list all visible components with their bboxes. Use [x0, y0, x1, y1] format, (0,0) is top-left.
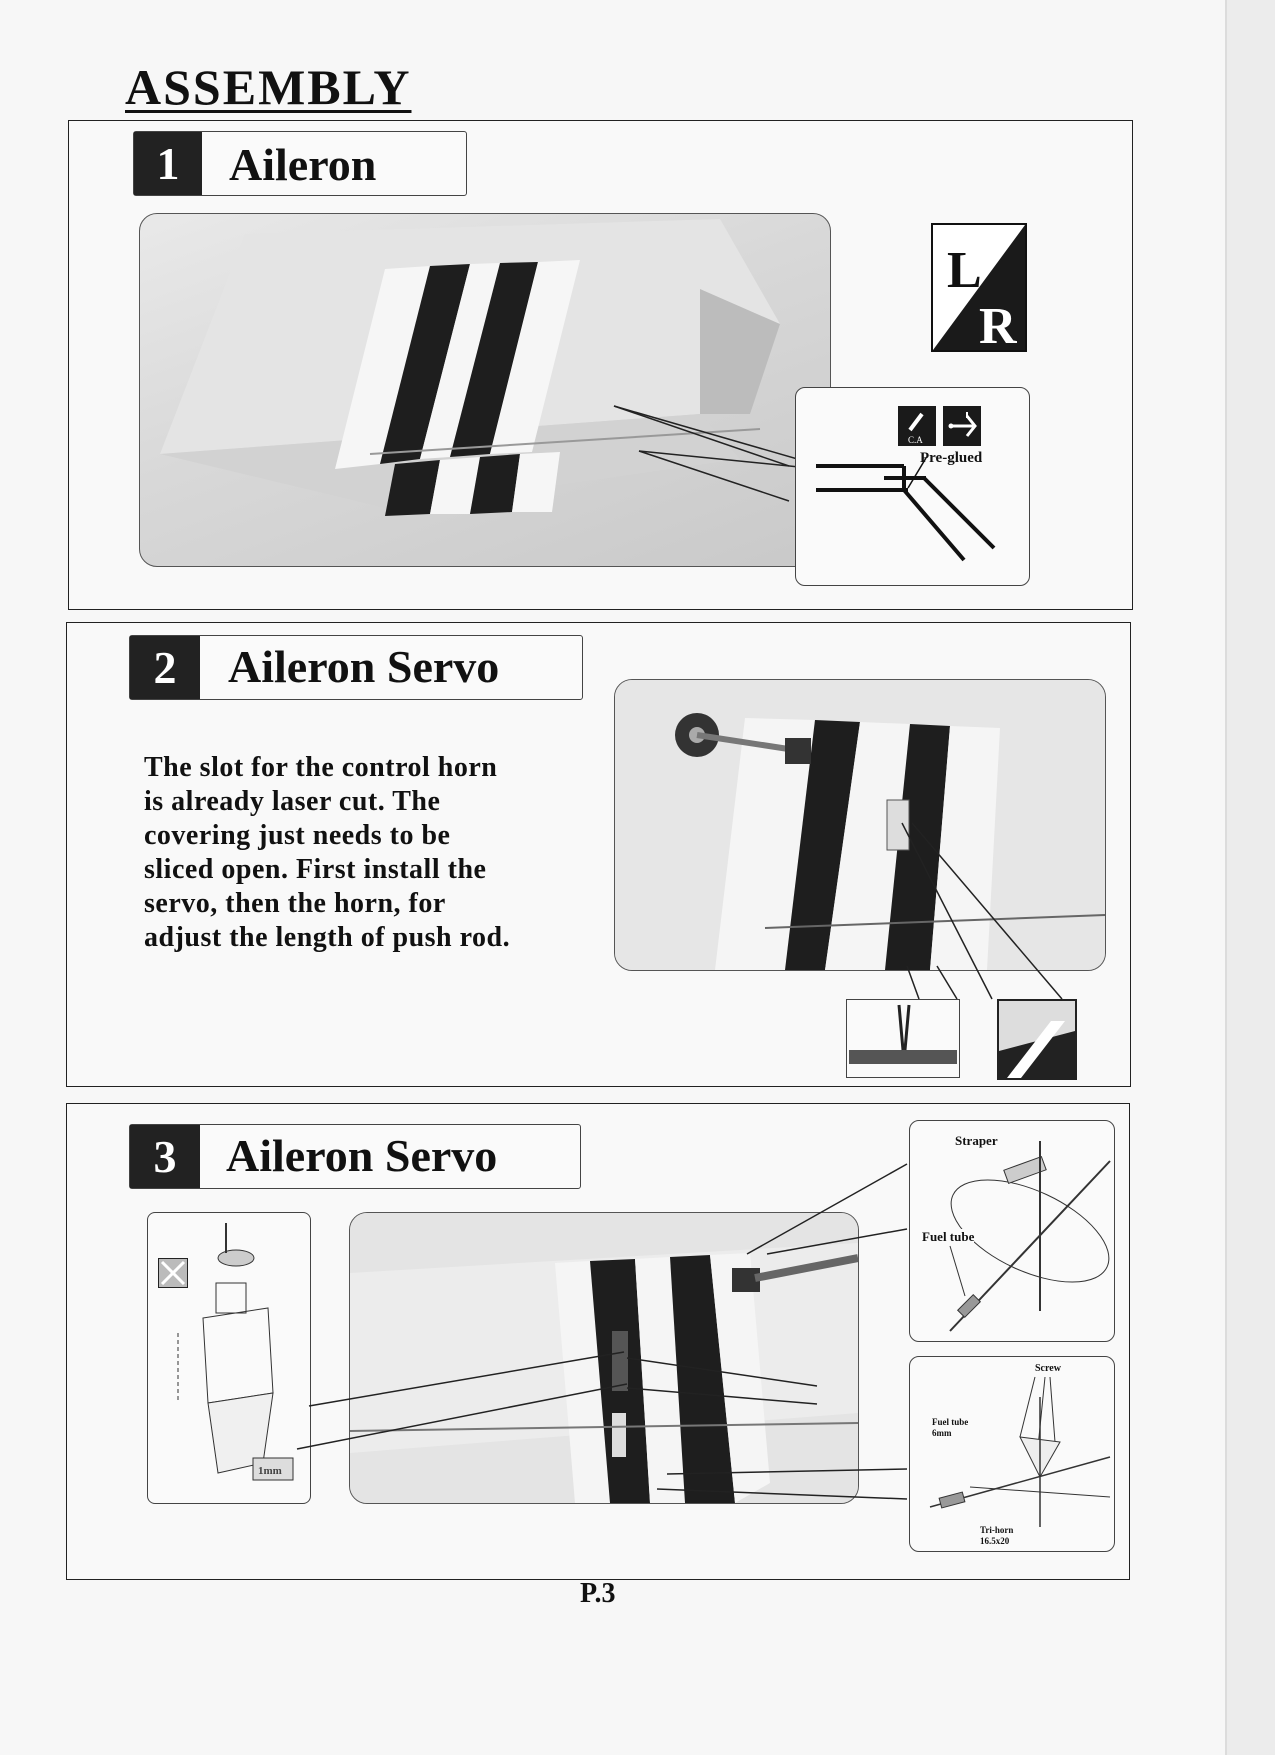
cut-tool-inset: [846, 999, 960, 1078]
step-3-label: Aileron Servo: [226, 1130, 498, 1181]
tri-horn-drawing: [910, 1357, 1114, 1551]
instruction-line: sliced open. First install the: [144, 854, 487, 885]
cut-slot-icon: [997, 999, 1077, 1080]
tri-horn-label-line1: Tri-horn: [980, 1525, 1014, 1535]
fuel-tube-label: Fuel tube: [922, 1229, 975, 1244]
ca-glue-icon: [898, 406, 936, 446]
step-1-hinge-inset: [795, 387, 1030, 586]
step-2-leader-lines: [67, 623, 1130, 1086]
step-2-panel: [66, 622, 1131, 1087]
step-3-number: 3: [130, 1125, 200, 1188]
hinge-icon: [943, 406, 981, 446]
step-1-number: 1: [134, 132, 202, 195]
tri-horn-label: [980, 1525, 1013, 1547]
straper-label: Straper: [955, 1133, 998, 1148]
page-title: ASSEMBLY: [125, 59, 412, 115]
step-1-label: Aileron: [229, 139, 377, 190]
pre-glued-note: Pre-glued: [920, 450, 983, 466]
screw-label: Screw: [1035, 1363, 1061, 1374]
page-edge: [1225, 0, 1275, 1755]
instruction-line: adjust the length of push rod.: [144, 922, 511, 953]
fuel-tube-6mm-label-line2: 6mm: [932, 1428, 952, 1438]
r-letter: R: [979, 298, 1017, 350]
svg-text:C.A: C.A: [908, 435, 923, 445]
page-number: P.3: [580, 1578, 616, 1609]
l-r-side-icon: [931, 223, 1027, 352]
spacer-label: 1mm: [258, 1465, 282, 1477]
instruction-line: servo, then the horn, for: [144, 888, 446, 919]
step-2-label: Aileron Servo: [228, 641, 500, 692]
tri-horn-inset: [909, 1356, 1115, 1552]
step-2-number: 2: [130, 636, 200, 699]
instruction-line: is already laser cut. The: [144, 786, 441, 817]
fuel-tube-6mm-label-line1: Fuel tube: [932, 1417, 969, 1427]
l-letter: L: [947, 242, 982, 299]
straper-inset: [909, 1120, 1115, 1342]
step-3-panel: [66, 1103, 1130, 1580]
tri-horn-label-line2: 16.5x20: [980, 1536, 1010, 1546]
fuel-tube-6mm-label: [932, 1417, 968, 1439]
instruction-line: The slot for the control horn: [144, 752, 498, 783]
step-1-panel: [68, 120, 1133, 610]
instruction-line: covering just needs to be: [144, 820, 451, 851]
